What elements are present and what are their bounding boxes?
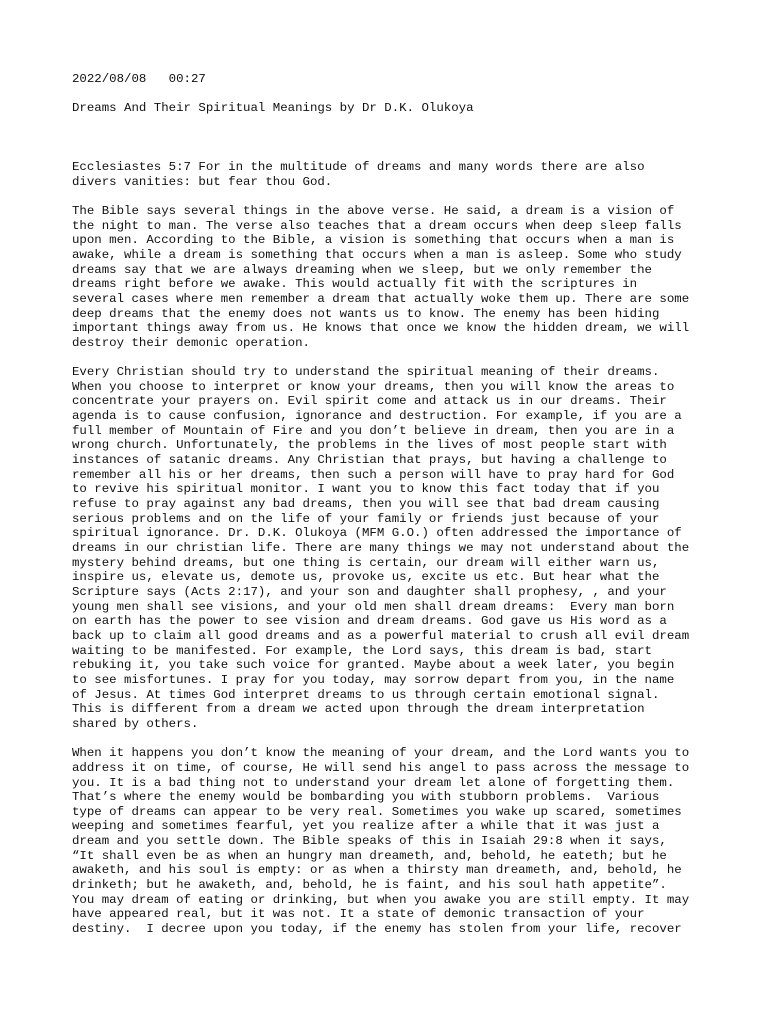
paragraph-line: shared by others.: [72, 716, 199, 731]
paragraph-line: of Jesus. At times God interpret dreams to us through certain emotional signal.: [72, 687, 660, 702]
paragraph-line: rebuking it, you take such voice for granted. Maybe about a week later, you begin: [72, 658, 675, 673]
paragraph-line: instances of satanic dreams. Any Christian that prays, but having a challenge to: [72, 453, 667, 468]
document-title: Dreams And Their Spiritual Meanings by Dr D.K. Olukoya: [72, 101, 474, 116]
paragraph-line: several cases where men remember a dream that actually woke them up. There are some: [72, 291, 690, 306]
paragraph-line: dreams say that we are always dreaming when we sleep, but we only remember the: [72, 262, 652, 277]
paragraph-line: When you choose to interpret or know your dreams, then you will know the areas to: [72, 379, 675, 394]
paragraph-line: mystery behind dreams, but one thing is certain, our dream will either warn us,: [72, 555, 660, 570]
document-datetime: 2022/08/08 00:27: [72, 72, 206, 86]
paragraph-line: That’s where the enemy would be bombarding you with stubborn problems. Various: [72, 790, 660, 805]
paragraph-line: to see misfortunes. I pray for you today, may sorrow depart from you, in the name: [72, 672, 675, 687]
paragraph-line: young men shall see visions, and your old men shall dream dreams: Every man born: [72, 599, 675, 614]
paragraph-line: destroy their demonic operation.: [72, 335, 310, 350]
paragraph-line: inspire us, elevate us, demote us, provoke us, excite us etc. But hear what the: [72, 570, 660, 585]
paragraph-line: Scripture says (Acts 2:17), and your son and daughter shall prophesy, , and your: [72, 584, 667, 599]
paragraph-line: to revive his spiritual monitor. I want you to know this fact today that if you: [72, 482, 660, 497]
paragraph-line: “It shall even be as when an hungry man dreameth, and, behold, he eateth; but he: [72, 848, 667, 863]
paragraph-line: refuse to pray against any bad dreams, then you will see that bad dream causing: [72, 497, 660, 512]
spacer: [72, 189, 712, 204]
paragraph-line: spiritual ignorance. Dr. D.K. Olukoya (MFM G.O.) often addressed the importance of: [72, 526, 682, 541]
paragraph-line: important things away from us. He knows that once we know the hidden dream, we will: [72, 321, 690, 336]
paragraph-2: [72, 365, 712, 731]
spacer: [72, 87, 712, 102]
verse-line: divers vanities: but fear thou God.: [72, 174, 333, 189]
paragraph-line: This is different from a dream we acted upon through the dream interpretation: [72, 702, 645, 717]
spacer: [72, 131, 712, 146]
paragraph-line: The Bible says several things in the above verse. He said, a dream is a vision of: [72, 203, 675, 218]
paragraph-line: When it happens you don’t know the meaning of your dream, and the Lord wants you to: [72, 746, 690, 761]
paragraph-line: wrong church. Unfortunately, the problems in the lives of most people start with: [72, 438, 667, 453]
verse-line: Ecclesiastes 5:7 For in the multitude of dreams and many words there are also: [72, 159, 645, 174]
paragraph-line: dreams in our christian life. There are many things we may not understand about the: [72, 541, 690, 555]
document-page: [72, 72, 712, 937]
paragraph-line: you. It is a bad thing not to understand your dream let alone of forgetting them.: [72, 775, 675, 790]
paragraph-line: address it on time, of course, He will send his angel to pass across the message to: [72, 760, 690, 775]
paragraph-line: the night to man. The verse also teaches that a dream occurs when deep sleep falls: [72, 218, 682, 233]
spacer: [72, 732, 712, 747]
paragraph-line: weeping and sometimes fearful, yet you realize after a while that it was just a: [72, 819, 660, 834]
spacer: [72, 116, 712, 131]
scripture-verse: [72, 160, 712, 189]
paragraph-line: remember all his or her dreams, then such a person will have to pray hard for God: [72, 467, 675, 482]
paragraph-3: [72, 746, 712, 937]
paragraph-line: on earth has the power to see vision and dream dreams. God gave us His word as a: [72, 614, 667, 629]
paragraph-line: drinketh; but he awaketh, and, behold, he is faint, and his soul hath appetite”.: [72, 878, 667, 893]
spacer: [72, 145, 712, 160]
paragraph-line: awaketh, and his soul is empty: or as when a thirsty man dreameth, and, behold, he: [72, 863, 682, 878]
paragraph-line: waiting to be manifested. For example, the Lord says, this dream is bad, start: [72, 643, 652, 658]
paragraph-line: agenda is to cause confusion, ignorance and destruction. For example, if you are a: [72, 409, 682, 424]
paragraph-line: serious problems and on the life of your family or friends just because of your: [72, 511, 660, 526]
paragraph-line: full member of Mountain of Fire and you don’t believe in dream, then you are in a: [72, 423, 675, 438]
paragraph-line: destiny. I decree upon you today, if the enemy has stolen from your life, recover: [72, 922, 682, 937]
paragraph-line: upon men. According to the Bible, a vision is something that occurs when a man is: [72, 233, 675, 248]
paragraph-line: dreams right before we awake. This would actually fit with the scriptures in: [72, 277, 638, 292]
paragraph-1: [72, 204, 712, 351]
paragraph-line: concentrate your prayers on. Evil spirit come and attack us in our dreams. Their: [72, 394, 667, 409]
paragraph-line: awake, while a dream is something that occurs when a man is asleep. Some who study: [72, 247, 682, 262]
paragraph-line: back up to claim all good dreams and as a powerful material to crush all evil dream: [72, 628, 690, 643]
paragraph-line: type of dreams can appear to be very real. Sometimes you wake up scared, sometimes: [72, 804, 682, 819]
paragraph-line: have appeared real, but it was not. It a state of demonic transaction of your: [72, 907, 645, 922]
paragraph-line: deep dreams that the enemy does not wants us to know. The enemy has been hiding: [72, 306, 660, 321]
paragraph-line: You may dream of eating or drinking, but when you awake you are still empty. It may: [72, 892, 690, 907]
spacer: [72, 350, 712, 365]
paragraph-line: Every Christian should try to understand the spiritual meaning of their dreams.: [72, 365, 660, 380]
paragraph-line: dream and you settle down. The Bible speaks of this in Isaiah 29:8 when it says,: [72, 834, 667, 849]
